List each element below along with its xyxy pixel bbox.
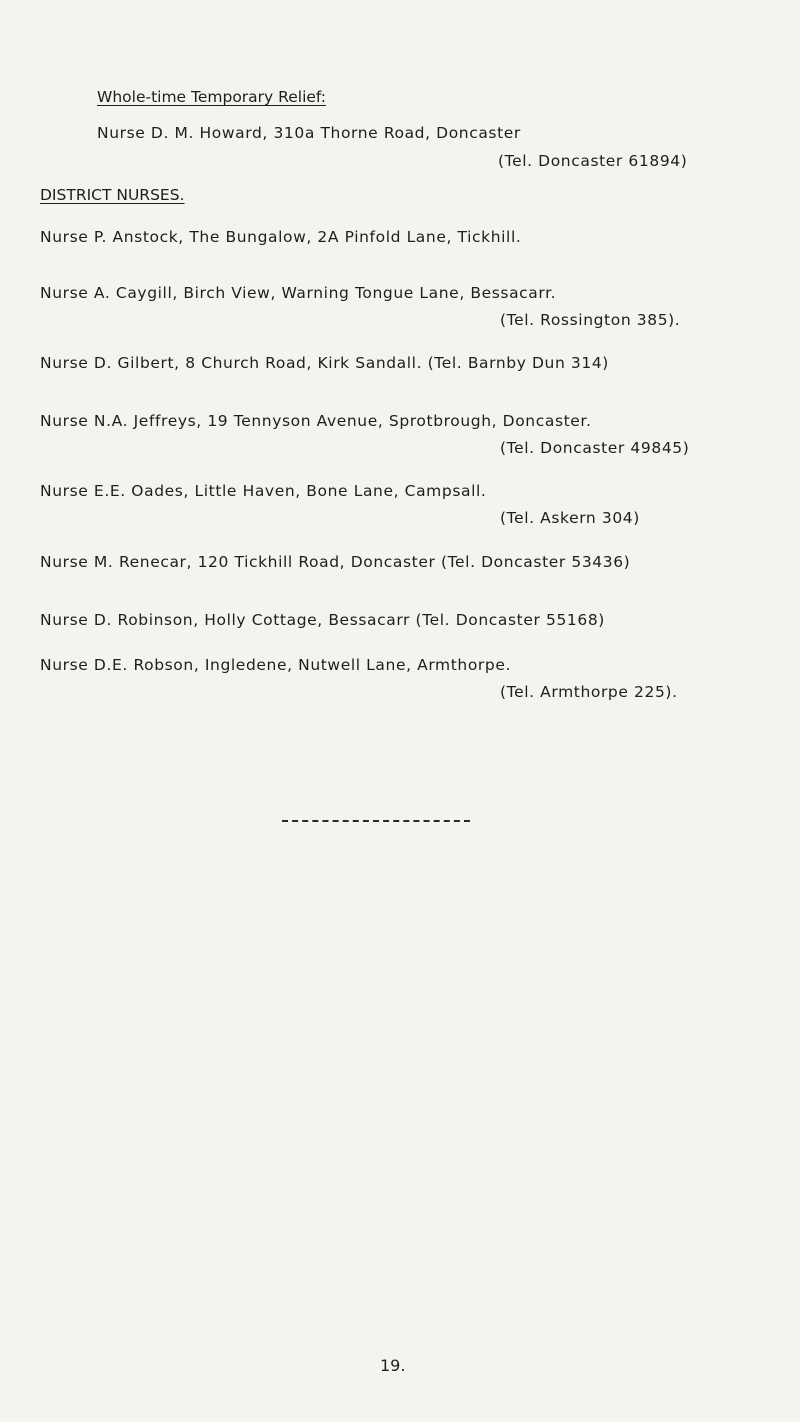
nurse-entry-robson: Nurse D.E. Robson, Ingledene, Nutwell Lane, Armthorpe.: [40, 656, 511, 674]
nurse-entry-anstock: Nurse P. Anstock, The Bungalow, 2A Pinfold Lane, Tickhill.: [40, 228, 522, 246]
relief-heading: Whole-time Temporary Relief:: [97, 88, 327, 106]
nurse-entry-gilbert: Nurse D. Gilbert, 8 Church Road, Kirk Sandall. (Tel. Barnby Dun 314): [40, 354, 609, 372]
page-number: 19.: [380, 1356, 406, 1375]
nurse-entry-renecar: Nurse M. Renecar, 120 Tickhill Road, Doncaster (Tel. Doncaster 53436): [40, 553, 631, 571]
relief-nurse-tel: (Tel. Doncaster 61894): [498, 152, 688, 170]
dashed-separator: [282, 820, 470, 822]
nurse-entry-caygill: Nurse A. Caygill, Birch View, Warning Tongue Lane, Bessacarr.: [40, 284, 557, 302]
nurse-tel-caygill: (Tel. Rossington 385).: [500, 311, 681, 329]
nurse-entry-jeffreys: Nurse N.A. Jeffreys, 19 Tennyson Avenue, Sprotbrough, Doncaster.: [40, 412, 592, 430]
nurse-tel-robson: (Tel. Armthorpe 225).: [500, 683, 678, 701]
nurse-entry-robinson: Nurse D. Robinson, Holly Cottage, Bessacarr (Tel. Doncaster 55168): [40, 611, 605, 629]
relief-nurse-line: Nurse D. M. Howard, 310a Thorne Road, Doncaster: [97, 124, 521, 142]
nurse-entry-oades: Nurse E.E. Oades, Little Haven, Bone Lane, Campsall.: [40, 482, 487, 500]
district-heading: DISTRICT NURSES.: [40, 186, 185, 204]
nurse-tel-jeffreys: (Tel. Doncaster 49845): [500, 439, 690, 457]
nurse-tel-oades: (Tel. Askern 304): [500, 509, 640, 527]
